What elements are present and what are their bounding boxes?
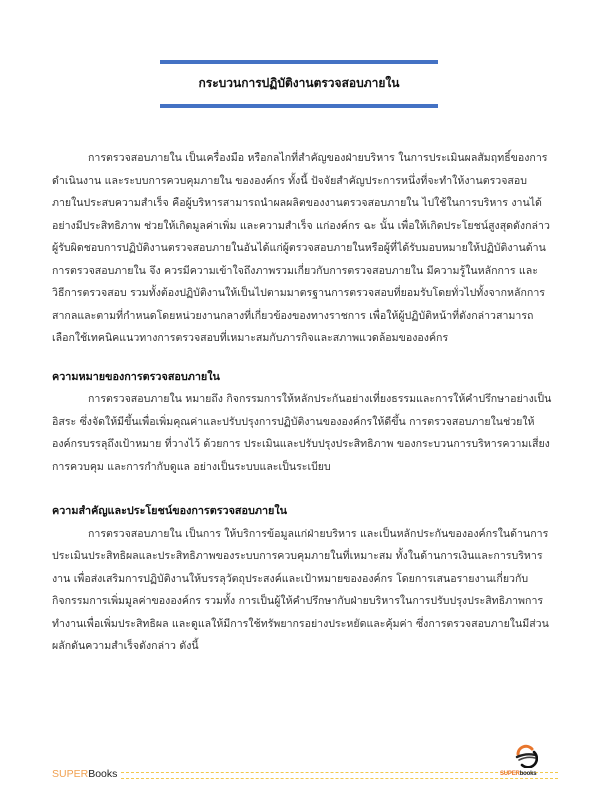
intro-paragraph [52,147,557,350]
paragraph-line: ประเมินประสิทธิผลและประสิทธิภาพของระบบการควบคุมภายในที่เหมาะสม ทั้งในด้านการเงินและการบริหาร [52,550,543,562]
paragraph-line: งาน เพื่อส่งเสริมการปฏิบัติงานให้บรรลุวัตถุประสงค์และเป้าหมายขององค์กร โดยการเสนอรายงานเกี่ยวกับ [52,572,529,585]
logo-wordmark: SUPERbooks [500,771,537,777]
page-footer [52,766,562,782]
brand-super: SUPER [52,768,89,780]
paragraph-line: การตรวจสอบภายใน เป็นเครื่องมือ หรือกลไกที่สำคัญของฝ่ายบริหาร ในการประเมินผลสัมฤทธิ์ของการ [88,152,548,164]
paragraph-line: องค์กรบรรลุถึงเป้าหมาย ที่วางไว้ ด้วยการ ประเมินและปรับปรุงประสิทธิภาพ ของกระบวนการบริหารความเสี่ยง [52,438,550,450]
section-definition [52,366,557,479]
paragraph-line: ภายในประสบความสำเร็จ คือผู้บริหารสามารถนำผลผลิตของงานตรวจสอบภายใน ไปใช้ในการบริหาร งานได้ [52,197,542,209]
paragraph-line: ผู้รับผิดชอบการปฏิบัติงานตรวจสอบภายในอันได้แก่ผู้ตรวจสอบภายในหรือผู้ที่ได้รับมอบหมายให้ปฏิบัติงานด้าน [52,242,546,254]
paragraph-line: การควบคุม และการกำกับดูแล อย่างเป็นระบบและเป็นระเบียบ [52,460,331,473]
paragraph-line: กิจกรรมการเพิ่มมูลค่าขององค์กร รวมทั้ง การเป็นผู้ให้คำปรึกษากับฝ่ายบริหารในการปรับปรุงประสิทธิภาพการ [52,595,544,607]
paragraph-line: เลือกใช้เทคนิคแนวทางการตรวจสอบที่เหมาะสมกับภารกิจและสภาพแวดล้อมขององค์กร [52,332,449,344]
paragraph-line: การตรวจสอบภายใน หมายถึง กิจกรรมการให้หลักประกันอย่างเที่ยงธรรมและการให้คำปรึกษาอย่างเป็น [88,393,552,405]
paragraph-line: สากลและตามที่กำหนดโดยหน่วยงานกลางที่เกี่ยวข้องของทางราชการ เพื่อให้ผู้ปฏิบัติหน้าที่ดังกล่าวสามารถ [52,309,534,322]
superbooks-logo [500,744,550,784]
paragraph-line: อย่างมีประสิทธิภาพ ช่วยให้เกิดมูลค่าเพิ่ม และความสำเร็จ แก่องค์กร ฉะ นั้น เพื่อให้เกิดประโยชน์สูงสุดดังกล่าว [52,219,550,232]
section-importance [52,500,557,658]
brand-books: Books [88,768,118,780]
paragraph-line: อิสระ ซึ่งจัดให้มีขึ้นเพื่อเพิ่มคุณค่าและปรับปรุงการปฏิบัติงานขององค์กรให้ดีขึ้น การตรวจสอบภายในช่วยให้ [52,415,535,428]
paragraph-line: ดำเนินงาน และระบบการควบคุมภายใน ขององค์กร ทั้งนี้ ปัจจัยสำคัญประการหนึ่งที่จะทำให้งานตรวจสอบ [52,174,527,187]
section-heading: ความสำคัญและประโยชน์ของการตรวจสอบภายใน [52,504,288,517]
paragraph-line: ทำงานเพื่อเพิ่มประสิทธิผล และดูแลให้มีการใช้ทรัพยากรอย่างประหยัดและคุ้มค่า ซึ่งการตรวจสอบภายในมีส่วน [52,617,549,630]
paragraph-line: การตรวจสอบภายใน จึง ควรมีความเข้าใจถึงภาพรวมเกี่ยวกับการตรวจสอบภายใน มีความรู้ในหลักการ และ [52,264,538,277]
document-title: กระบวนการปฏิบัติงานตรวจสอบภายใน [198,76,400,90]
paragraph-line: วิธีการตรวจสอบ รวมทั้งต้องปฏิบัติงานให้เป็นไปตามมาตรฐานการตรวจสอบที่ยอมรับโดยทั่วไปทั้งจากหลักการ [52,287,545,299]
paragraph-line: การตรวจสอบภายใน เป็นการ ให้บริการข้อมูลแก่ฝ่ายบริหาร และเป็นหลักประกันขององค์กรในด้านการ [88,527,549,540]
footer-brand [52,768,117,780]
paragraph-line: ผลักดันความสำเร็จดังกล่าว ดังนี้ [52,640,199,652]
title-rule-top [160,60,438,64]
superbooks-swirl-icon [514,744,538,768]
document-body [52,147,557,658]
section-heading: ความหมายของการตรวจสอบภายใน [52,369,220,383]
title-rule-bottom [160,104,438,108]
document-title-block [160,60,438,107]
footer-dashed-rule [121,772,558,779]
